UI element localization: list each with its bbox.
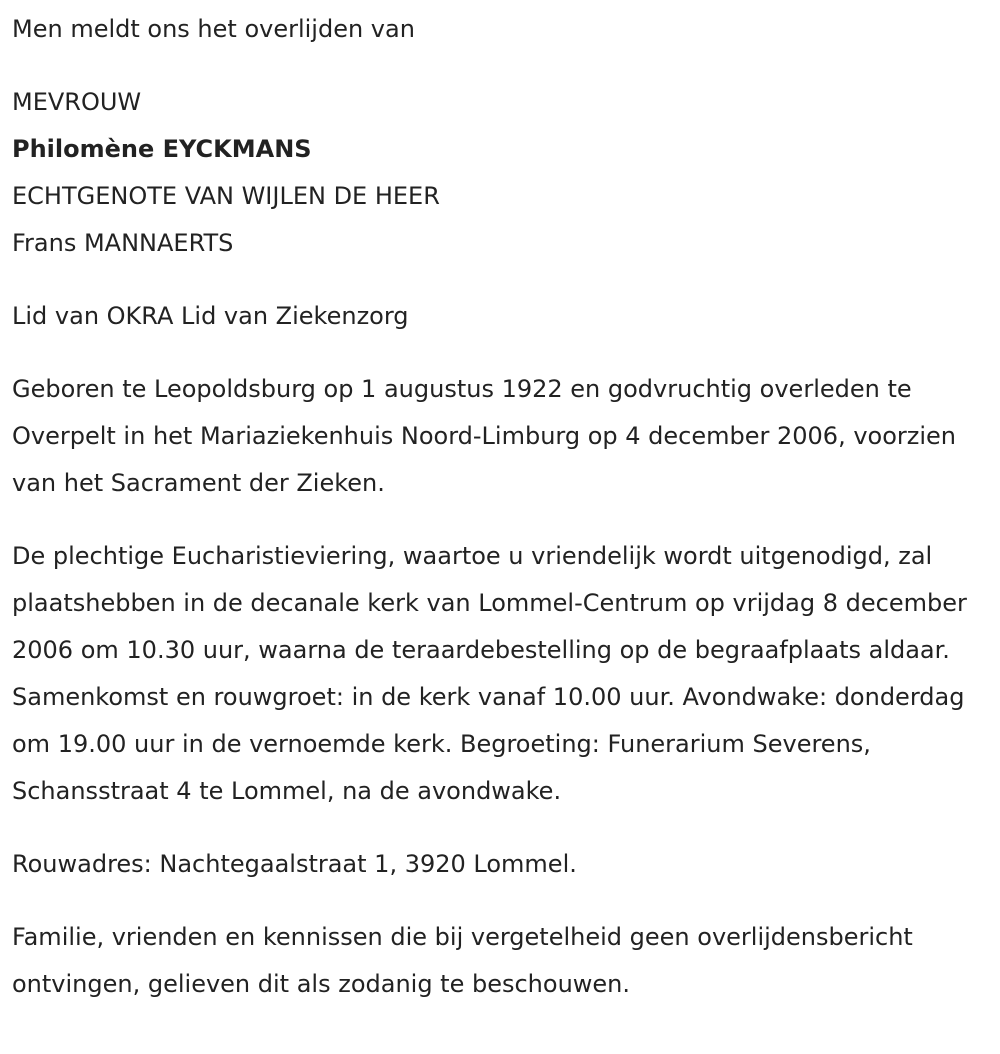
birth-death-paragraph: Geboren te Leopoldsburg op 1 augustus 1922 en godvruchtig overleden te Overpelt in het Mariaziekenhuis Noord-Limburg op 4 december 2006, voorzien van het Sacrament der Zieken. xyxy=(12,375,957,497)
deceased-name: Philomène EYCKMANS xyxy=(12,135,312,163)
spouse-name: Frans MANNAERTS xyxy=(12,229,234,257)
mourning-address-line: Rouwadres: Nachtegaalstraat 1, 3920 Lommel. xyxy=(12,850,577,878)
deceased-block xyxy=(12,79,986,267)
intro-line: Men meldt ons het overlijden van xyxy=(12,15,415,43)
service-paragraph: De plechtige Eucharistieviering, waartoe u vriendelijk wordt uitgenodigd, zal plaatshebben in de decanale kerk van Lommel-Centrum op vrijdag 8 december 2006 om 10.30 uur, waarna de teraardebestelling op de begraafplaats aldaar. Samenkomst en rouwgroet: in de kerk vanaf 10.00 uur. Avondwake: donderdag om 19.00 uur in de vernoemde kerk. Begroeting: Funerarium Severens, Schansstraat 4 te Lommel, na de avondwake. xyxy=(12,542,967,805)
closing-paragraph: Familie, vrienden en kennissen die bij vergetelheid geen overlijdensbericht ontvingen, gelieven dit als zodanig te beschouwen. xyxy=(12,923,913,998)
relation-line: ECHTGENOTE VAN WIJLEN DE HEER xyxy=(12,182,440,210)
salutation-line: MEVROUW xyxy=(12,88,142,116)
memberships-line: Lid van OKRA Lid van Ziekenzorg xyxy=(12,302,409,330)
